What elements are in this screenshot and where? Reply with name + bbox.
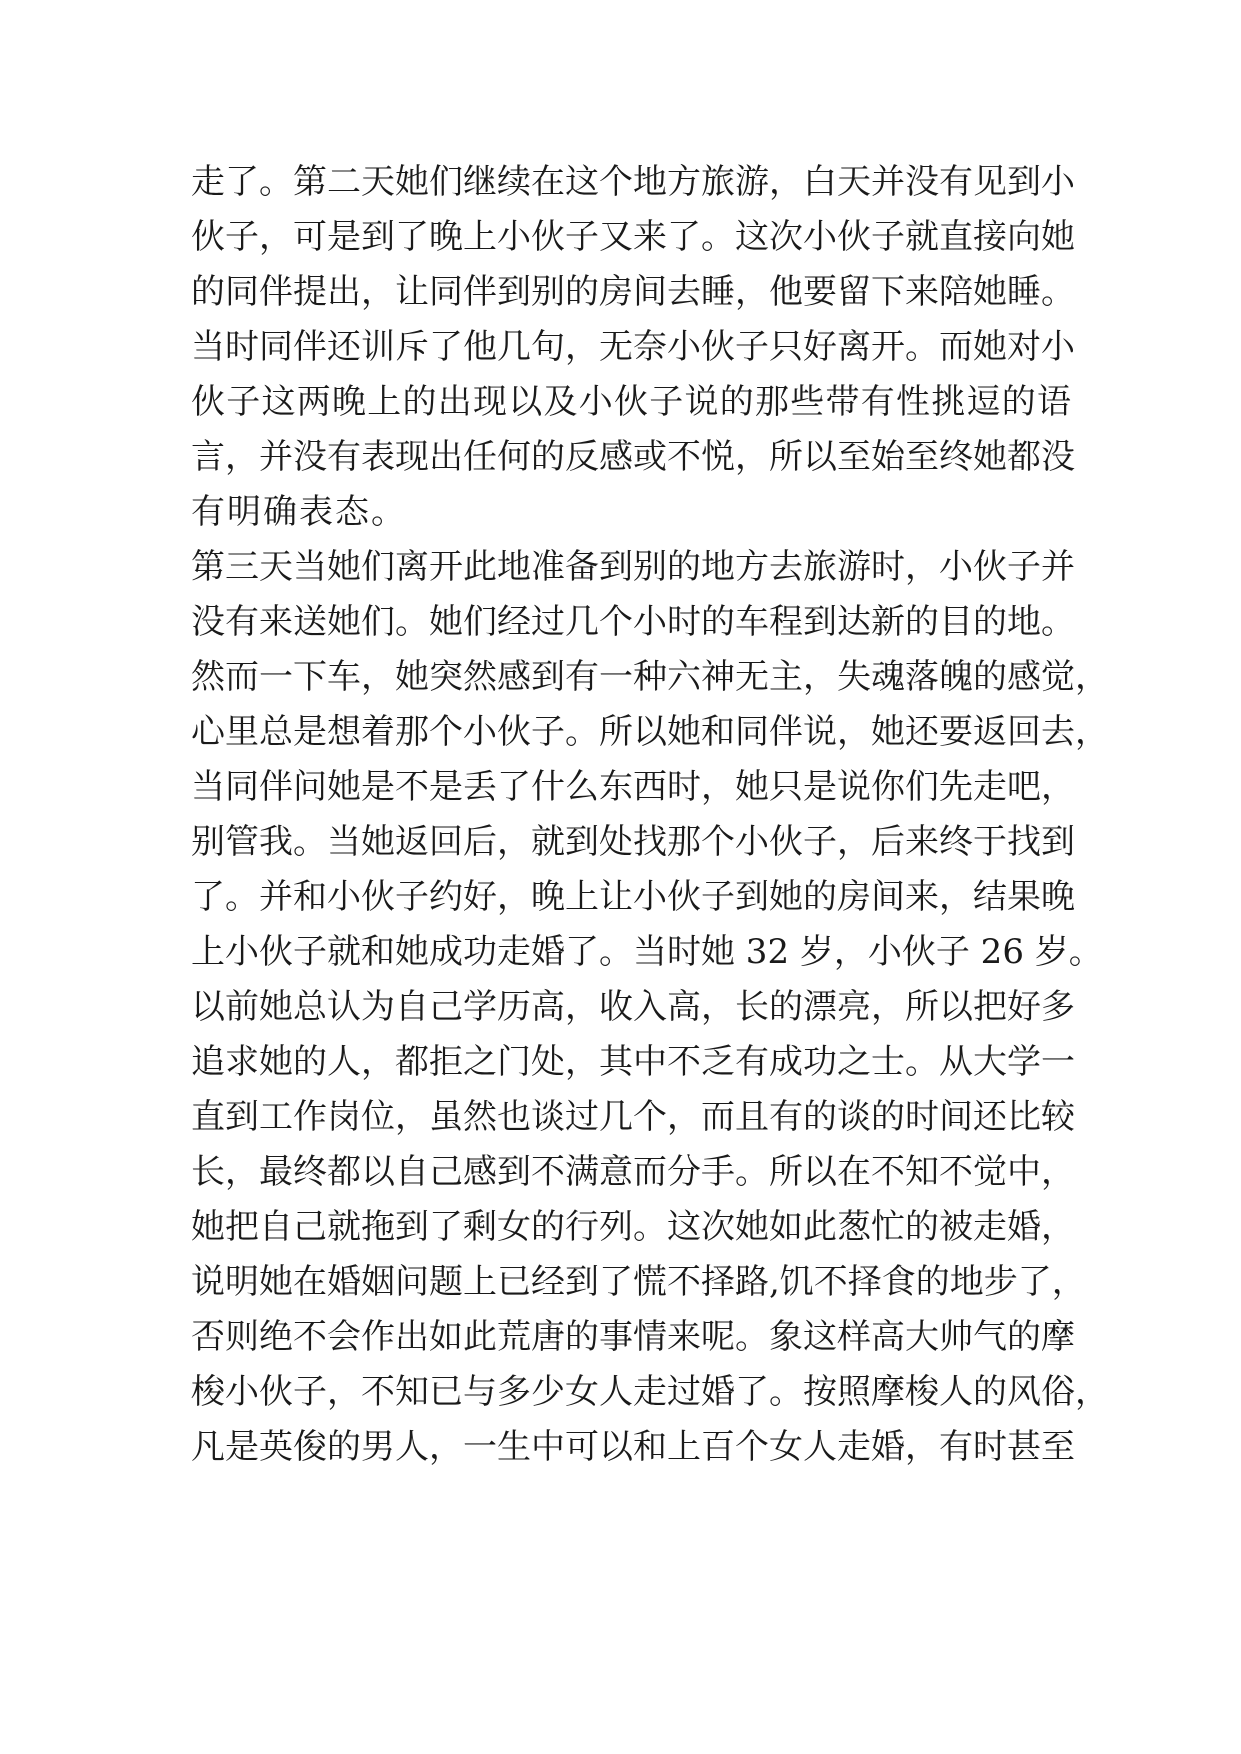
text-line: 梭小伙子，不知已与多少女人走过婚了。按照摩梭人的风俗， <box>191 1372 1109 1412</box>
text-line: 伙子，可是到了晚上小伙子又来了。这次小伙子就直接向她 <box>191 217 1075 257</box>
text-line: 说明她在婚姻问题上已经到了慌不择路,饥不择食的地步了， <box>191 1262 1086 1302</box>
text-line: 别管我。当她返回后，就到处找那个小伙子，后来终于找到 <box>191 822 1075 862</box>
text-line: 追求她的人，都拒之门处，其中不乏有成功之士。从大学一 <box>191 1042 1075 1082</box>
text-line: 心里总是想着那个小伙子。所以她和同伴说，她还要返回去， <box>191 712 1109 752</box>
text-line: 上小伙子就和她成功走婚了。当时她 32 岁，小伙子 26 岁。 <box>191 932 1103 972</box>
text-line: 长，最终都以自己感到不满意而分手。所以在不知不觉中， <box>191 1152 1075 1192</box>
text-line: 的同伴提出，让同伴到别的房间去睡，他要留下来陪她睡。 <box>191 272 1075 312</box>
text-line: 第三天当她们离开此地准备到别的地方去旅游时，小伙子并 <box>191 547 1075 587</box>
text-line: 了。并和小伙子约好，晚上让小伙子到她的房间来，结果晚 <box>191 877 1075 917</box>
text-line: 走了。第二天她们继续在这个地方旅游，白天并没有见到小 <box>191 162 1075 202</box>
text-line: 她把自己就拖到了剩女的行列。这次她如此葱忙的被走婚， <box>191 1207 1075 1247</box>
text-line: 伙子这两晚上的出现以及小伙子说的那些带有性挑逗的语 <box>191 382 1071 422</box>
text-line: 以前她总认为自己学历高，收入高，长的漂亮，所以把好多 <box>191 987 1075 1027</box>
text-line: 直到工作岗位，虽然也谈过几个，而且有的谈的时间还比较 <box>191 1097 1075 1137</box>
text-line: 当同伴问她是不是丢了什么东西时，她只是说你们先走吧， <box>191 767 1075 807</box>
text-line: 凡是英俊的男人，一生中可以和上百个女人走婚，有时甚至 <box>191 1427 1075 1467</box>
text-line-paragraph-end: 有明确表态。 <box>191 492 407 532</box>
text-line: 否则绝不会作出如此荒唐的事情来呢。象这样高大帅气的摩 <box>191 1317 1075 1357</box>
text-line: 然而一下车，她突然感到有一种六神无主，失魂落魄的感觉， <box>191 657 1109 697</box>
text-line: 没有来送她们。她们经过几个小时的车程到达新的目的地。 <box>191 602 1075 642</box>
text-line: 言，并没有表现出任何的反感或不悦，所以至始至终她都没 <box>191 437 1075 477</box>
body-text <box>191 155 1109 1475</box>
text-line: 当时同伴还训斥了他几句，无奈小伙子只好离开。而她对小 <box>191 327 1075 367</box>
